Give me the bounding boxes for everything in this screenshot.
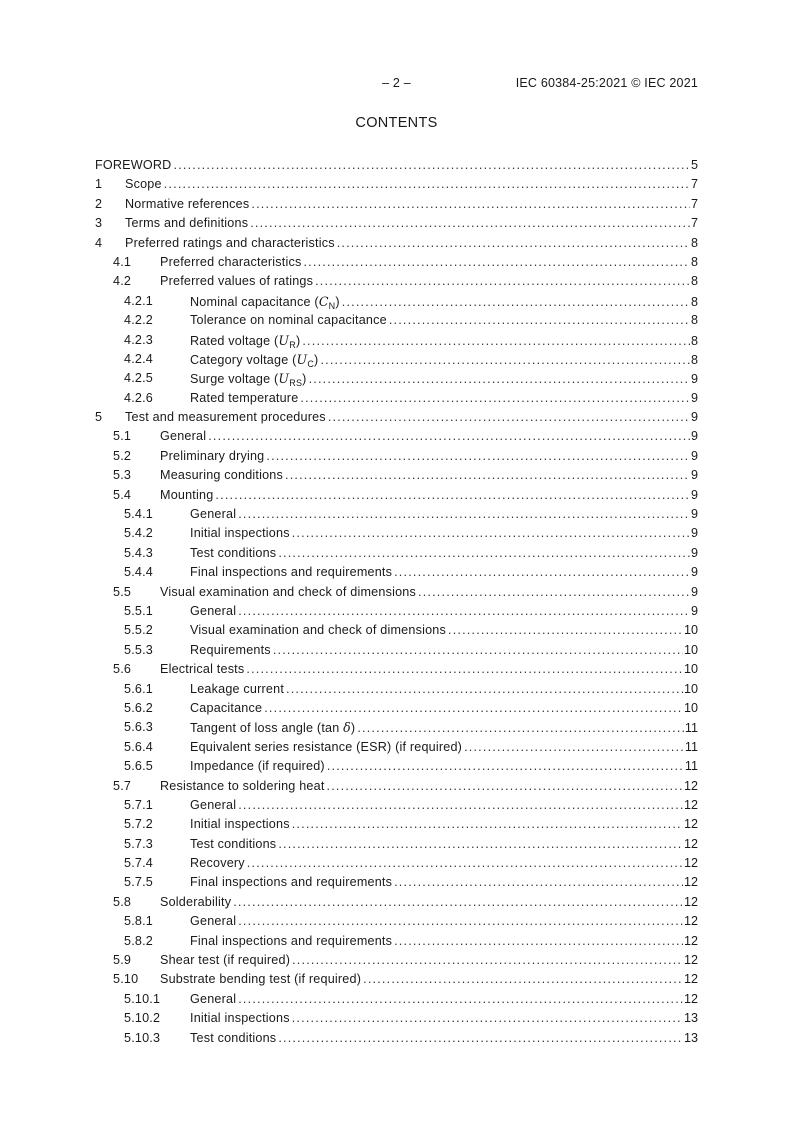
toc-entry-title — [125, 175, 164, 194]
toc-entry-number: 5.5.1 — [124, 603, 154, 618]
toc-entry-title-text: Preferred ratings and characteristics — [125, 235, 335, 250]
toc-dot-leader — [302, 332, 690, 351]
toc-entry[interactable] — [95, 505, 698, 524]
toc-entry-title-text: Preferred values of ratings — [160, 274, 314, 289]
toc-entry[interactable] — [95, 621, 698, 640]
toc-dot-leader — [233, 893, 683, 912]
toc-entry-title — [160, 486, 215, 505]
toc-entry-title — [190, 699, 264, 718]
toc-entry-subscript: RS — [289, 378, 303, 389]
toc-entry-page: 9 — [690, 390, 698, 405]
toc-entry-page: 12 — [683, 953, 698, 968]
toc-entry-title — [190, 912, 238, 931]
toc-entry[interactable] — [95, 699, 698, 718]
toc-entry-title — [190, 505, 238, 524]
toc-entry-number: 5.10.3 — [124, 1030, 161, 1045]
toc-entry-number: 5.7.3 — [124, 836, 154, 851]
toc-entry-number: 5.4.2 — [124, 526, 154, 541]
toc-dot-leader — [215, 486, 690, 505]
toc-entry-title-text: Resistance to soldering heat — [160, 778, 325, 793]
toc-dot-leader — [394, 932, 683, 951]
toc-dot-leader — [246, 660, 683, 679]
toc-entry-page: 9 — [690, 468, 698, 483]
toc-entry[interactable] — [95, 195, 698, 214]
toc-entry-page: 12 — [683, 856, 698, 871]
toc-entry-number: 5.7.2 — [124, 817, 154, 832]
toc-entry-page: 8 — [690, 313, 698, 328]
toc-entry-suffix: ) — [295, 333, 301, 348]
toc-entry-number: 5.10.2 — [124, 1011, 161, 1026]
toc-entry-title — [190, 331, 302, 351]
toc-entry-page: 12 — [683, 836, 698, 851]
toc-entry-number: 5.4 — [113, 487, 132, 502]
toc-entry[interactable] — [95, 1029, 698, 1048]
toc-dot-leader — [363, 970, 683, 989]
toc-dot-leader — [309, 370, 690, 389]
toc-entry-title — [160, 447, 266, 466]
toc-entry-title-text: Final inspections and requirements — [190, 875, 393, 890]
toc-entry-number: 5.10.1 — [124, 991, 161, 1006]
toc-entry-title — [190, 350, 320, 370]
page-header — [95, 76, 698, 92]
toc-entry[interactable] — [95, 873, 698, 892]
toc-entry-page: 12 — [683, 972, 698, 987]
toc-entry-number: 5.7.5 — [124, 875, 154, 890]
toc-entry-page: 7 — [690, 216, 698, 231]
toc-entry-subscript: N — [328, 300, 336, 311]
toc-entry-number: 5 — [95, 410, 103, 425]
toc-entry[interactable] — [95, 602, 698, 621]
toc-dot-leader — [250, 214, 690, 233]
toc-entry-title-text: General — [190, 507, 237, 522]
toc-entry-title-text: Test conditions — [190, 1030, 277, 1045]
toc-entry-number: 4.2.3 — [124, 332, 154, 347]
toc-entry[interactable] — [95, 951, 698, 970]
toc-entry[interactable] — [95, 466, 698, 485]
toc-entry-title — [160, 583, 418, 602]
toc-entry-title-text: Category voltage ( — [190, 352, 297, 367]
toc-entry-number: 4.2.5 — [124, 371, 154, 386]
toc-entry-title — [125, 234, 337, 253]
toc-entry-title — [125, 408, 328, 427]
toc-entry-number: 5.6.4 — [124, 739, 154, 754]
toc-entry-page: 9 — [690, 448, 698, 463]
toc-entry-number: 5.1 — [113, 429, 132, 444]
toc-dot-leader — [247, 854, 683, 873]
toc-dot-leader — [238, 912, 683, 931]
toc-entry-number: 4.2.1 — [124, 293, 154, 308]
toc-entry-symbol: U — [278, 371, 290, 387]
toc-entry-title-text: Electrical tests — [160, 662, 245, 677]
toc-dot-leader — [337, 234, 690, 253]
toc-entry-title — [190, 621, 448, 640]
toc-entry[interactable] — [95, 486, 698, 505]
toc-entry-title-text: Initial inspections — [190, 817, 290, 832]
toc-entry-page: 9 — [690, 584, 698, 599]
toc-entry-title-text: Surge voltage ( — [190, 372, 279, 387]
toc-entry[interactable] — [95, 292, 698, 311]
toc-entry-title-text: Final inspections and requirements — [190, 933, 393, 948]
toc-entry-suffix: ) — [335, 294, 340, 309]
toc-dot-leader — [320, 351, 690, 370]
toc-entry-number: 5.10 — [113, 972, 139, 987]
toc-entry[interactable] — [95, 660, 698, 679]
toc-entry-title — [190, 544, 278, 563]
toc-entry-number: 5.7.4 — [124, 856, 154, 871]
toc-entry-title-text: Rated temperature — [190, 390, 299, 405]
toc-entry[interactable] — [95, 408, 698, 427]
toc-entry-title — [190, 757, 327, 776]
toc-entry-page: 12 — [683, 817, 698, 832]
toc-entry-page: 9 — [690, 372, 698, 387]
toc-entry-title-text: Tangent of loss angle (tan — [190, 721, 344, 736]
toc-entry-title — [95, 156, 173, 175]
toc-entry-number: 5.7.1 — [124, 797, 154, 812]
toc-dot-leader — [292, 1009, 683, 1028]
toc-entry[interactable] — [95, 835, 698, 854]
toc-entry-title-text: Test conditions — [190, 545, 277, 560]
toc-entry-title-text: Test and measurement procedures — [125, 410, 326, 425]
toc-entry-page: 12 — [683, 991, 698, 1006]
toc-entry-page: 9 — [690, 487, 698, 502]
toc-entry-number: 5.6 — [113, 662, 132, 677]
toc-entry[interactable] — [95, 214, 698, 233]
toc-dot-leader — [327, 777, 683, 796]
toc-entry[interactable] — [95, 1009, 698, 1028]
toc-entry-title — [190, 990, 238, 1009]
toc-entry-page: 8 — [690, 333, 698, 348]
toc-entry[interactable] — [95, 563, 698, 582]
toc-entry[interactable] — [95, 641, 698, 660]
toc-entry-title-text: Equivalent series resistance (ESR) (if required) — [190, 739, 463, 754]
toc-entry-title — [160, 272, 315, 291]
toc-entry-title — [190, 1029, 278, 1048]
toc-dot-leader — [464, 738, 684, 757]
toc-entry[interactable] — [95, 970, 698, 989]
table-of-contents — [95, 156, 698, 1048]
toc-dot-leader — [238, 602, 690, 621]
toc-entry[interactable] — [95, 175, 698, 194]
toc-dot-leader — [164, 175, 690, 194]
toc-entry-title — [160, 951, 292, 970]
toc-entry-number: 4 — [95, 235, 103, 250]
toc-entry-number: 5.4.1 — [124, 507, 154, 522]
toc-entry[interactable] — [95, 583, 698, 602]
toc-entry-title — [190, 311, 389, 330]
toc-entry-title-text: Visual examination and check of dimensions — [160, 584, 416, 599]
toc-entry-number: 4.2.4 — [124, 351, 154, 366]
toc-entry-title-text: Substrate bending test (if required) — [160, 972, 362, 987]
toc-entry[interactable] — [95, 718, 698, 737]
toc-entry-number: 5.4.3 — [124, 545, 154, 560]
toc-entry-title-text: Terms and definitions — [125, 216, 249, 231]
toc-entry-title — [190, 718, 357, 738]
toc-entry[interactable] — [95, 156, 698, 175]
toc-entry-title — [160, 427, 208, 446]
toc-entry-number: 5.5 — [113, 584, 132, 599]
toc-entry-number: 1 — [95, 177, 103, 192]
toc-entry[interactable] — [95, 447, 698, 466]
toc-entry-number: 3 — [95, 216, 103, 231]
toc-entry-title — [190, 835, 278, 854]
toc-dot-leader — [278, 544, 690, 563]
toc-entry-title-text: Capacitance — [190, 700, 263, 715]
toc-entry-page: 12 — [683, 914, 698, 929]
toc-dot-leader — [418, 583, 690, 602]
toc-entry-title-text: Test conditions — [190, 836, 277, 851]
toc-entry-number: 5.5.3 — [124, 642, 154, 657]
toc-dot-leader — [251, 195, 690, 214]
toc-entry-number: 5.8.1 — [124, 914, 154, 929]
toc-dot-leader — [238, 990, 683, 1009]
toc-entry-suffix: ) — [314, 352, 319, 367]
toc-entry-title — [190, 369, 309, 389]
toc-dot-leader — [278, 1029, 683, 1048]
toc-entry-suffix: ) — [350, 721, 356, 736]
toc-entry[interactable] — [95, 350, 698, 369]
toc-dot-leader — [303, 253, 690, 272]
toc-entry-page: 9 — [690, 410, 698, 425]
toc-entry-number: 2 — [95, 196, 103, 211]
toc-entry[interactable] — [95, 738, 698, 757]
toc-entry[interactable] — [95, 524, 698, 543]
toc-entry-title-text: Initial inspections — [190, 1011, 290, 1026]
toc-entry-title — [190, 292, 342, 312]
toc-entry-number: 5.6.5 — [124, 759, 154, 774]
toc-dot-leader — [286, 680, 683, 699]
toc-dot-leader — [292, 951, 683, 970]
toc-entry-page: 11 — [684, 721, 698, 736]
toc-entry-page: 9 — [690, 603, 698, 618]
toc-entry-title — [160, 466, 285, 485]
toc-dot-leader — [394, 873, 683, 892]
toc-entry-page: 12 — [683, 894, 698, 909]
toc-entry-page: 11 — [684, 739, 698, 754]
toc-entry[interactable] — [95, 369, 698, 388]
toc-entry-title — [190, 738, 464, 757]
toc-entry-title — [190, 796, 238, 815]
toc-entry-title-text: Final inspections and requirements — [190, 565, 393, 580]
toc-entry-page: 12 — [683, 875, 698, 890]
toc-entry[interactable] — [95, 680, 698, 699]
toc-entry-title — [190, 524, 292, 543]
toc-entry[interactable] — [95, 854, 698, 873]
toc-entry-page: 10 — [683, 642, 698, 657]
toc-entry-title-text: Visual examination and check of dimensions — [190, 623, 446, 638]
toc-entry[interactable] — [95, 893, 698, 912]
toc-entry-number: 5.9 — [113, 953, 132, 968]
toc-entry-number: 5.6.3 — [124, 720, 154, 735]
toc-entry-title — [190, 680, 286, 699]
toc-entry-symbol: U — [296, 351, 308, 367]
toc-entry-title — [190, 854, 247, 873]
toc-entry[interactable] — [95, 389, 698, 408]
toc-entry-title — [160, 893, 233, 912]
toc-entry-title — [160, 660, 246, 679]
toc-entry-page: 10 — [683, 700, 698, 715]
toc-entry[interactable] — [95, 272, 698, 291]
toc-entry-title — [190, 932, 394, 951]
toc-entry-title-text: Tolerance on nominal capacitance — [190, 313, 387, 328]
toc-entry-title-text: Initial inspections — [190, 526, 290, 541]
toc-entry-page: 10 — [683, 662, 698, 677]
toc-entry-title-text: General — [190, 914, 237, 929]
toc-entry-title-text: Preferred characteristics — [160, 254, 302, 269]
toc-entry-title-text: Impedance (if required) — [190, 759, 325, 774]
toc-entry-number: 5.3 — [113, 468, 132, 483]
toc-dot-leader — [389, 311, 690, 330]
toc-entry[interactable] — [95, 912, 698, 931]
toc-entry-title-text: Shear test (if required) — [160, 953, 291, 968]
toc-dot-leader — [173, 156, 690, 175]
toc-entry-page: 8 — [690, 274, 698, 289]
toc-entry[interactable] — [95, 427, 698, 446]
toc-entry-subscript: C — [307, 358, 315, 369]
toc-entry-title-text: Recovery — [190, 856, 245, 871]
toc-entry-number: 5.2 — [113, 448, 132, 463]
toc-entry-page: 9 — [690, 429, 698, 444]
toc-dot-leader — [394, 563, 690, 582]
toc-dot-leader — [238, 505, 690, 524]
toc-entry-title-text: Measuring conditions — [160, 468, 284, 483]
toc-entry-title — [125, 214, 250, 233]
toc-entry-title — [190, 389, 300, 408]
toc-entry-number: 5.6.1 — [124, 681, 154, 696]
toc-entry-page: 9 — [690, 507, 698, 522]
toc-entry-title — [190, 873, 394, 892]
toc-dot-leader — [208, 427, 690, 446]
toc-entry-title-text: General — [190, 797, 237, 812]
toc-entry-page: 5 — [690, 158, 698, 172]
toc-entry[interactable] — [95, 331, 698, 350]
toc-entry-page: 13 — [683, 1011, 698, 1026]
toc-entry-title-text: General — [190, 603, 237, 618]
toc-entry-page: 8 — [690, 235, 698, 250]
toc-entry-number: 5.7 — [113, 778, 132, 793]
toc-entry-title-text: Normative references — [125, 196, 250, 211]
toc-entry-page: 10 — [683, 681, 698, 696]
toc-entry-title — [160, 253, 303, 272]
toc-entry-number: 5.5.2 — [124, 623, 154, 638]
toc-entry-page: 8 — [690, 254, 698, 269]
toc-entry-page: 7 — [690, 196, 698, 211]
toc-entry[interactable] — [95, 544, 698, 563]
toc-dot-leader — [278, 835, 683, 854]
toc-dot-leader — [327, 757, 684, 776]
toc-dot-leader — [292, 524, 690, 543]
toc-entry-title — [125, 195, 251, 214]
toc-dot-leader — [300, 389, 690, 408]
toc-entry-title — [190, 641, 273, 660]
toc-entry-number: 4.2.6 — [124, 390, 154, 405]
toc-dot-leader — [328, 408, 690, 427]
toc-entry-page: 13 — [683, 1030, 698, 1045]
toc-entry[interactable] — [95, 777, 698, 796]
toc-entry-symbol: U — [278, 332, 290, 348]
toc-dot-leader — [315, 272, 690, 291]
contents-title: CONTENTS — [355, 115, 438, 131]
toc-entry-symbol: C — [318, 293, 329, 309]
document-reference: IEC 60384-25:2021 © IEC 2021 — [515, 76, 698, 90]
toc-entry-page: 11 — [684, 759, 698, 774]
toc-entry-number: 4.1 — [113, 254, 132, 269]
toc-entry[interactable] — [95, 990, 698, 1009]
toc-dot-leader — [238, 796, 683, 815]
toc-entry-number: 4.2.2 — [124, 313, 154, 328]
toc-entry-title-text: Preliminary drying — [160, 448, 265, 463]
toc-entry-number: 5.8 — [113, 894, 132, 909]
toc-entry-title — [190, 563, 394, 582]
toc-dot-leader — [448, 621, 683, 640]
toc-entry-page: 7 — [690, 177, 698, 192]
toc-entry-suffix: ) — [302, 372, 307, 387]
toc-dot-leader — [266, 447, 690, 466]
toc-entry-page: 12 — [683, 778, 698, 793]
toc-entry-number: 5.8.2 — [124, 933, 154, 948]
toc-entry-number: 4.2 — [113, 274, 132, 289]
toc-entry[interactable] — [95, 815, 698, 834]
toc-dot-leader — [285, 466, 690, 485]
toc-entry-title-text: Leakage current — [190, 681, 285, 696]
toc-entry-title-text: Rated voltage ( — [190, 333, 279, 348]
toc-entry-page: 12 — [683, 933, 698, 948]
page-number: – 2 – — [382, 76, 411, 90]
toc-entry-title — [190, 815, 292, 834]
toc-entry-page: 9 — [690, 565, 698, 580]
toc-entry-page: 12 — [683, 797, 698, 812]
toc-entry-title — [160, 777, 327, 796]
toc-entry-title — [160, 970, 363, 989]
toc-entry-page: 8 — [690, 352, 698, 367]
toc-entry-page: 10 — [683, 623, 698, 638]
toc-entry-number: 5.6.2 — [124, 700, 154, 715]
toc-entry-title — [190, 1009, 292, 1028]
toc-entry-page: 9 — [690, 526, 698, 541]
toc-entry-title-text: General — [160, 429, 207, 444]
toc-entry[interactable] — [95, 311, 698, 330]
toc-entry-title — [190, 602, 238, 621]
toc-entry[interactable] — [95, 932, 698, 951]
toc-entry-title-text: General — [190, 991, 237, 1006]
toc-entry-subscript: R — [289, 339, 296, 350]
toc-entry-symbol: δ — [343, 720, 351, 736]
toc-entry-number: 5.4.4 — [124, 565, 154, 580]
toc-entry-page: 8 — [690, 294, 698, 309]
toc-entry-title-text: Scope — [125, 177, 162, 192]
toc-dot-leader — [273, 641, 683, 660]
toc-entry-title-text: Solderability — [160, 894, 232, 909]
toc-dot-leader — [342, 293, 690, 312]
toc-entry-title-text: Nominal capacitance ( — [190, 294, 319, 309]
toc-dot-leader — [264, 699, 683, 718]
toc-entry[interactable] — [95, 757, 698, 776]
toc-entry[interactable] — [95, 253, 698, 272]
toc-entry-title-text: Requirements — [190, 642, 271, 657]
toc-dot-leader — [292, 815, 683, 834]
toc-entry-page: 9 — [690, 545, 698, 560]
toc-entry-title-text: Mounting — [160, 487, 214, 502]
toc-entry[interactable] — [95, 234, 698, 253]
toc-entry[interactable] — [95, 796, 698, 815]
toc-entry-title-text: FOREWORD — [95, 158, 172, 172]
toc-dot-leader — [357, 719, 684, 738]
